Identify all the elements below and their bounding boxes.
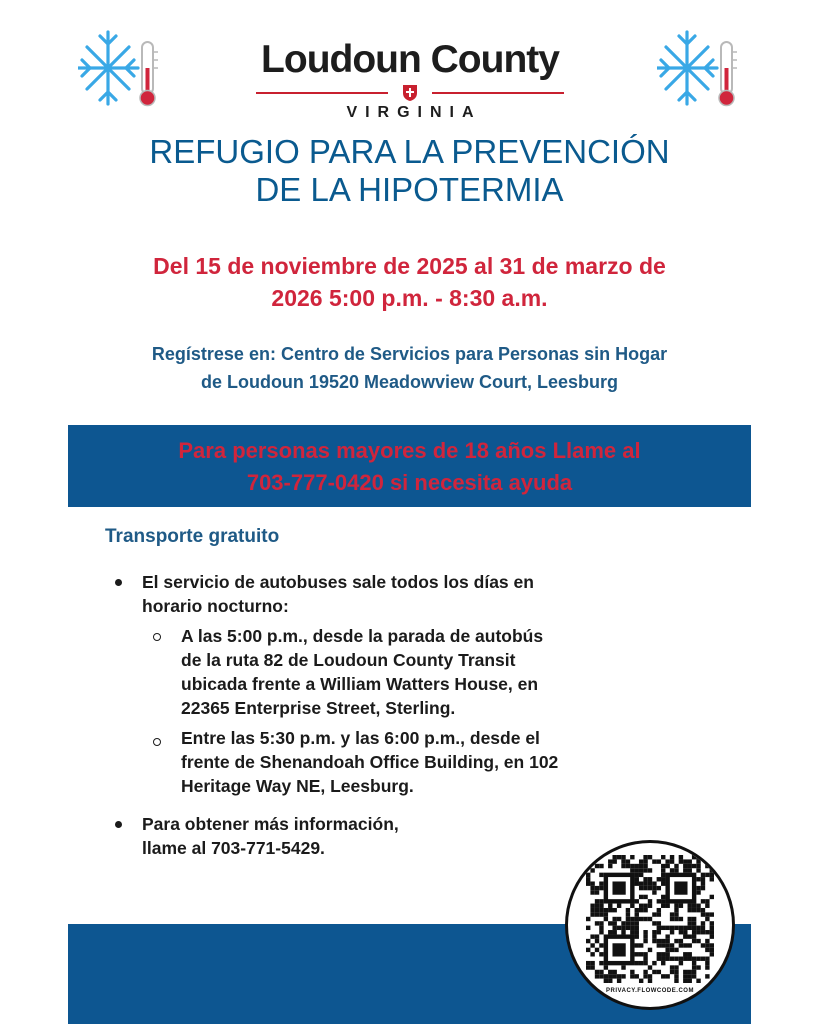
qr-code-icon (586, 855, 714, 983)
notice-banner (68, 425, 751, 507)
sub-list-item: A las 5:00 p.m., desde la parada de autobús de la ruta 82 de Loudoun County Transit ubicada frente a William Watters House, en 22365 Enterprise Street, Sterling. (115, 624, 675, 720)
register-line-2: de Loudoun 19520 Meadowview Court, Leesburg (200, 372, 619, 392)
qr-caption: PRIVACY.FLOWCODE.COM (606, 988, 694, 994)
transport-list (115, 570, 675, 860)
notice-line-1: Para personas mayores de 18 años Llame al (178, 438, 641, 463)
registration-info (0, 340, 819, 396)
sub-list-item: Entre las 5:30 p.m. y las 6:00 p.m., desde el frente de Shenandoah Office Building, en 102 Heritage Way NE, Leesburg. (115, 726, 675, 798)
qr-finder-pattern (612, 943, 625, 956)
register-line-1: Regístrese en: Centro de Servicios para Personas sin Hogar (151, 344, 668, 364)
logo-title: Loudoun County (261, 38, 559, 81)
crest-icon (401, 84, 419, 102)
qr-code[interactable] (565, 840, 735, 1010)
qr-finder-pattern (674, 881, 687, 894)
snowflake-thermometer-icon (78, 28, 160, 110)
page-title (0, 133, 819, 209)
logo-divider (254, 84, 566, 102)
bullet-icon (115, 821, 122, 828)
snowflake-thermometer-icon (657, 28, 739, 110)
bullet-icon (115, 579, 122, 586)
qr-finder-pattern (612, 881, 625, 894)
circle-bullet-icon (153, 738, 161, 746)
notice-line-2: 703-777-0420 si necesita ayuda (246, 470, 573, 495)
list-item: Para obtener más información, llame al 703-771-5429. (115, 812, 675, 860)
dates-line-2: 2026 5:00 p.m. - 8:30 a.m. (271, 285, 548, 311)
circle-bullet-icon (153, 633, 161, 641)
title-line-2: DE LA HIPOTERMIA (255, 171, 564, 208)
transport-heading: Transporte gratuito (105, 526, 280, 547)
list-item: El servicio de autobuses sale todos los días en horario nocturno: (115, 570, 675, 618)
title-line-1: REFUGIO PARA LA PREVENCIÓN (149, 133, 670, 170)
logo-subtitle: VIRGINIA (346, 104, 482, 121)
dates-line-1: Del 15 de noviembre de 2025 al 31 de marzo de (153, 253, 666, 279)
county-logo (254, 38, 566, 130)
date-range (0, 250, 819, 314)
